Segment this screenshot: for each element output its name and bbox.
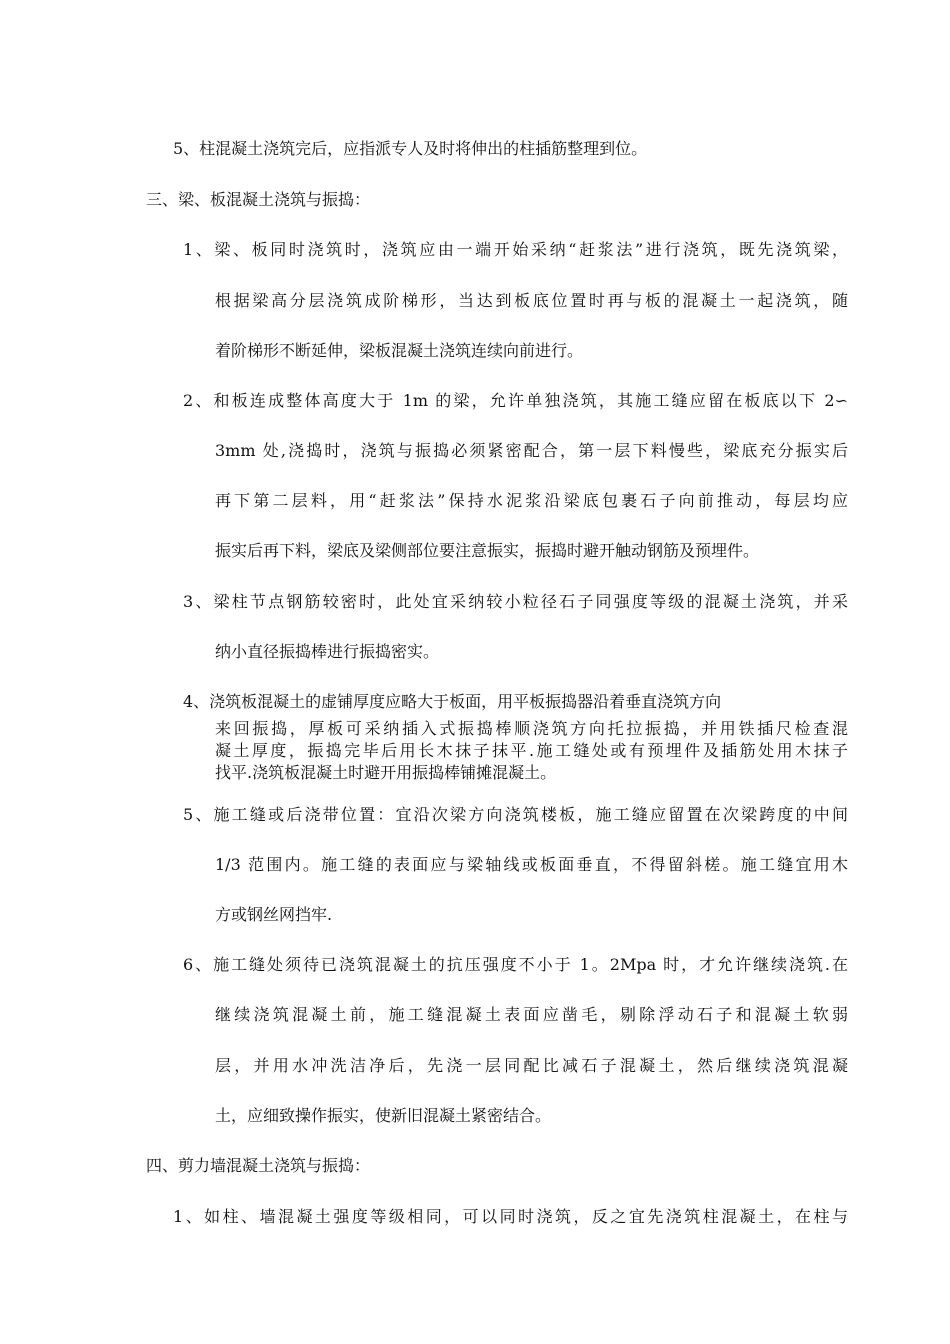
paragraph-line: 层，并用水冲洗洁净后，先浇一层同配比减石子混凝土，然后继续浇筑混凝 [215,1056,848,1075]
paragraph-line: 3、梁柱节点钢筋较密时，此处宜采纳较小粒径石子同强度等级的混凝土浇筑，并采 [183,592,848,611]
paragraph-line: 纳小直径振捣棒进行振捣密实。 [215,642,440,661]
paragraph-line: 5、柱混凝土浇筑完后，应指派专人及时将伸出的柱插筋整理到位。 [173,139,648,158]
paragraph-line: 2、和板连成整体高度大于 1m 的梁，允许单独浇筑，其施工缝应留在板底以下 2∽ [183,391,848,410]
paragraph-line: 根据梁高分层浇筑成阶梯形，当达到板底位置时再与板的混凝土一起浇筑，随 [215,291,848,310]
paragraph-line: 4、浇筑板混凝土的虚铺厚度应略大于板面，用平板振捣器沿着垂直浇筑方向 [183,692,722,711]
paragraph-line: 1/3 范围内。施工缝的表面应与梁轴线或板面垂直，不得留斜槎。施工缝宜用木 [215,855,848,874]
paragraph-line: 着阶梯形不断延伸，梁板混凝土浇筑连续向前进行。 [215,341,584,360]
section-heading: 四、剪力墙混凝土浇筑与振捣： [146,1156,371,1175]
paragraph-line: 6、施工缝处须待已浇筑混凝土的抗压强度不小于 1。2Mpa 时，才允许继续浇筑.在 [183,955,848,974]
paragraph-line: 来回振捣，厚板可采纳插入式振捣棒顺浇筑方向托拉振捣，并用铁插尺检查混 [215,719,848,738]
paragraph-line: 5、施工缝或后浇带位置：宜沿次梁方向浇筑楼板，施工缝应留置在次梁跨度的中间 [183,805,848,824]
paragraph-line: 1、如柱、墙混凝土强度等级相同，可以同时浇筑，反之宜先浇筑柱混凝土，在柱与 [173,1207,848,1226]
section-heading: 三、梁、板混凝土浇筑与振捣： [146,190,371,209]
paragraph-line: 土，应细致操作振实，使新旧混凝土紧密结合。 [215,1106,552,1125]
paragraph-line: 振实后再下料，梁底及梁侧部位要注意振实，振捣时避开触动钢筋及预埋件。 [215,541,760,560]
paragraph-line: 凝土厚度，振捣完毕后用长木抹子抹平.施工缝处或有预埋件及插筋处用木抹子 [215,741,848,760]
paragraph-line: 3mm 处,浇捣时，浇筑与振捣必须紧密配合，第一层下料慢些，梁底充分振实后 [215,441,848,460]
paragraph-line: 找平.浇筑板混凝土时避开用振捣棒铺摊混凝土。 [215,763,557,782]
paragraph-line: 继续浇筑混凝土前，施工缝混凝土表面应凿毛，剔除浮动石子和混凝土软弱 [215,1005,848,1024]
paragraph-line: 再下第二层料，用“赶浆法”保持水泥浆沿梁底包裹石子向前推动，每层均应 [215,491,848,510]
paragraph-line: 方或钢丝网挡牢. [215,905,333,924]
paragraph-line: 1、梁、板同时浇筑时，浇筑应由一端开始采纳“赶浆法”进行浇筑，既先浇筑梁， [183,240,848,259]
